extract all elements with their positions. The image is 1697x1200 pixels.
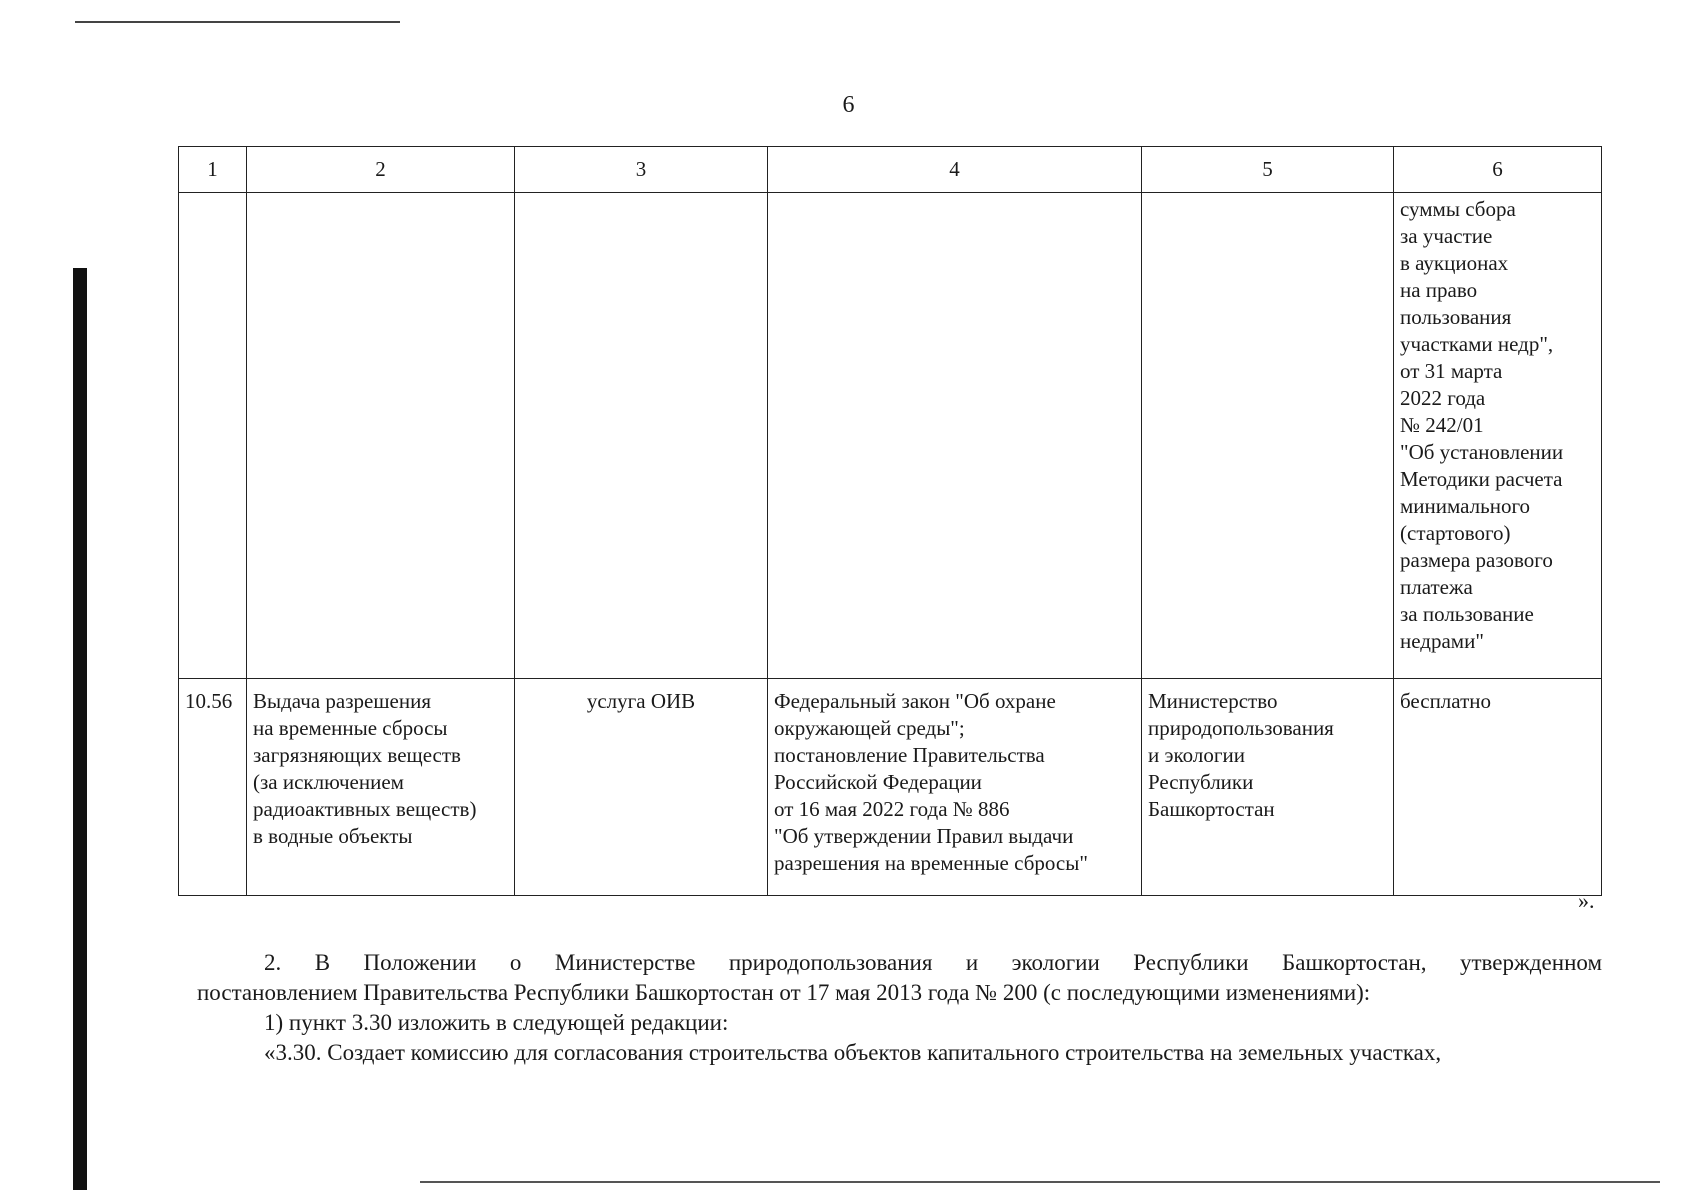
item-1-text: 1) пункт 3.30 изложить в следующей редакции: — [264, 1010, 729, 1035]
column-header-2: 2 — [247, 147, 515, 193]
empty-cell — [768, 193, 1142, 679]
table-row-continuation — [179, 193, 1602, 679]
closing-quote: ». — [1578, 888, 1595, 913]
service-name-cell: Выдача разрешения на временные сбросы загрязняющих веществ (за исключением радиоактивных веществ) в водные объекты — [247, 679, 515, 896]
column-header-5: 5 — [1142, 147, 1394, 193]
legal-basis-cell: Федеральный закон "Об охране окружающей среды"; постановление Правительства Российской Федерации от 16 мая 2022 года № 886 "Об утверждении Правил выдачи разрешения на временные сбросы" — [768, 679, 1142, 896]
scan-artifact-left-bar — [73, 268, 87, 1190]
empty-cell — [179, 193, 247, 679]
paragraph-2-line-2: постановлением Правительства Республики Башкортостан от 17 мая 2013 года № 200 (с последующими изменениями): — [197, 980, 1371, 1005]
fee-cell: бесплатно — [1394, 679, 1602, 896]
body-text — [197, 948, 1602, 1068]
table-header-row — [179, 147, 1602, 193]
empty-cell — [515, 193, 768, 679]
page-number: 6 — [842, 92, 855, 118]
column-header-3: 3 — [515, 147, 768, 193]
column-header-1: 1 — [179, 147, 247, 193]
paragraph-2-line-1: 2. В Положении о Министерстве природопользования и экологии Республики Башкортостан, утвержденном — [264, 950, 1602, 975]
column-header-6: 6 — [1394, 147, 1602, 193]
item-3-30-text: «3.30. Создает комиссию для согласования строительства объектов капитального строительства на земельных участках, — [264, 1040, 1442, 1065]
row-number-cell: 10.56 — [179, 679, 247, 896]
fee-basis-continued-cell: суммы сбора за участие в аукционах на право пользования участками недр", от 31 марта 2022 года № 242/01 "Об установлении Методики расчета минимального (стартового) размера разового платежа за пользование недрами" — [1394, 193, 1602, 679]
service-type-cell: услуга ОИВ — [515, 679, 768, 896]
authority-cell: Министерство природопользования и экологии Республики Башкортостан — [1142, 679, 1394, 896]
scan-artifact-top-line — [75, 21, 400, 23]
column-header-4: 4 — [768, 147, 1142, 193]
table-row-10-56 — [179, 679, 1602, 896]
empty-cell — [1142, 193, 1394, 679]
services-table — [178, 146, 1602, 896]
scan-artifact-bottom-line — [420, 1181, 1660, 1183]
empty-cell — [247, 193, 515, 679]
